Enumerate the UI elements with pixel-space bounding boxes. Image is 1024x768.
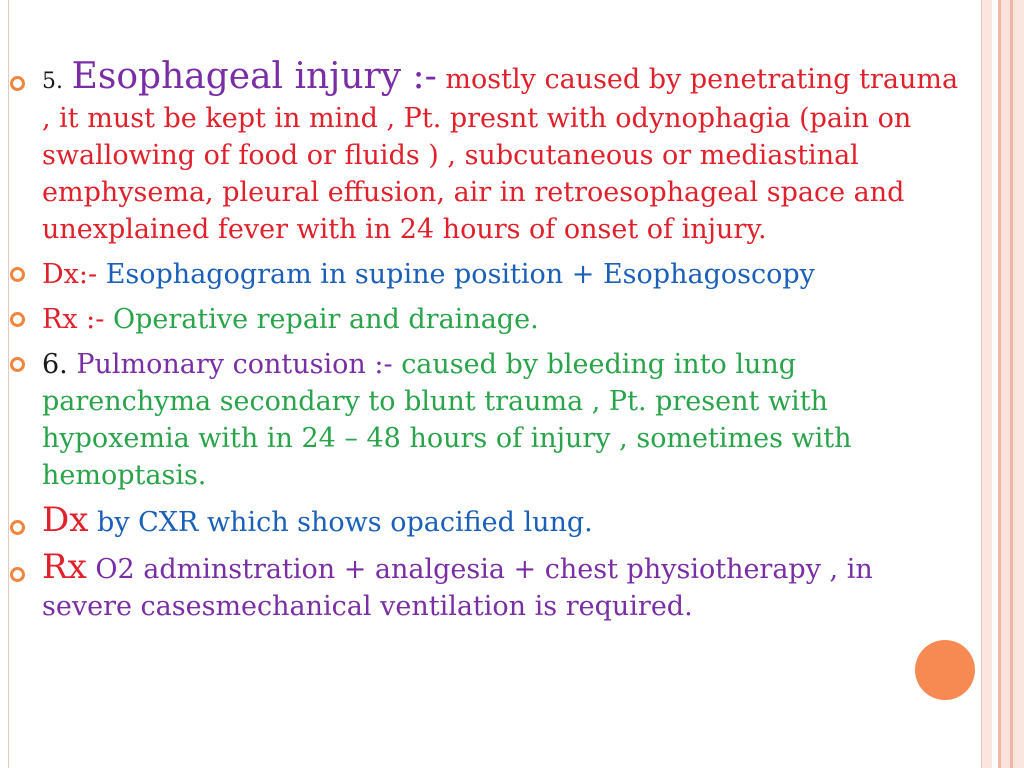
decorative-circle <box>915 640 975 700</box>
item-number: 5. <box>42 69 63 94</box>
bullet-marker-icon <box>10 312 25 327</box>
bullet-marker-icon <box>10 76 25 91</box>
bullet-rx-pulmonary <box>0 549 975 625</box>
right-border-stripe <box>982 0 992 768</box>
item-body: mostly caused by penetrating trauma , it must be kept in mind , Pt. presnt with odynophagia (pain on swallowing of food or fluids ) , subcutaneous or mediastinal emphysema, pleural effusion, air in retroesophageal space and unexplained fever with in 24 hours of onset of injury. <box>42 64 959 245</box>
bullet-rx-esophageal <box>0 301 975 338</box>
bullet-dx-pulmonary <box>0 502 975 541</box>
slide-content <box>0 58 975 633</box>
item-number: 6. <box>42 349 68 380</box>
bullet-dx-esophageal <box>0 256 975 293</box>
right-border-stripe <box>1001 0 1010 768</box>
bullet-pulmonary-contusion <box>0 346 975 494</box>
bullet-marker-icon <box>10 520 25 535</box>
bullet-esophageal-injury <box>0 58 975 248</box>
right-border-stripe <box>1013 0 1024 768</box>
bullet-marker-icon <box>10 357 25 372</box>
bullet-marker-icon <box>10 267 25 282</box>
item-body: O2 adminstration + analgesia + chest physiotherapy , in severe casesmechanical ventilation is required. <box>42 554 873 622</box>
bullet-marker-icon <box>10 567 25 582</box>
item-heading: Pulmonary contusion :- <box>76 349 393 380</box>
item-body: caused by bleeding into lung parenchyma secondary to blunt trauma , Pt. present with hypoxemia with in 24 – 48 hours of injury , sometimes with hemoptasis. <box>42 349 852 491</box>
item-label: Dx <box>42 500 89 540</box>
item-heading: Esophageal injury :- <box>71 56 437 97</box>
item-label: Dx:- <box>42 259 98 290</box>
item-body: Esophagogram in supine position + Esophagoscopy <box>105 259 815 290</box>
item-body: Operative repair and drainage. <box>112 304 539 335</box>
item-body: by CXR which shows opacified lung. <box>97 507 593 538</box>
item-label: Rx :- <box>42 304 105 335</box>
item-label: Rx <box>42 547 87 587</box>
